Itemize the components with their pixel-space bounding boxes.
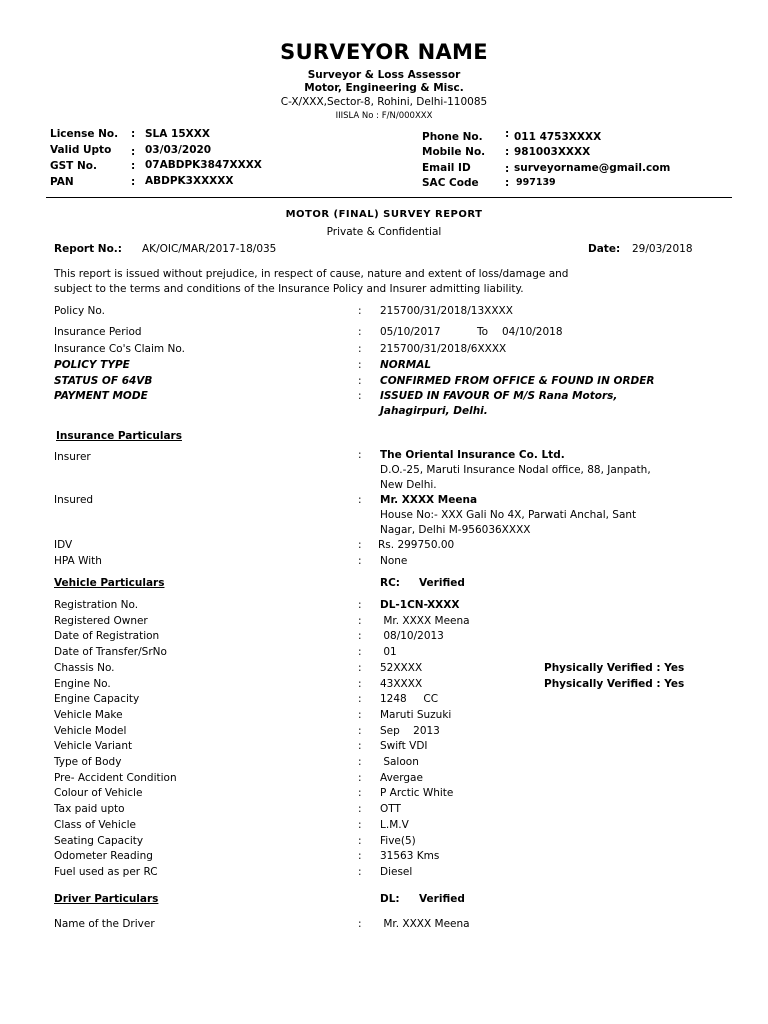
phone-colon: : — [505, 128, 510, 140]
vehicle-row-value: 52XXXX — [380, 662, 423, 674]
driver-particulars-heading: Driver Particulars — [54, 893, 159, 905]
colon: : — [358, 343, 362, 355]
insured-address-2: Nagar, Delhi M-956036XXXX — [380, 524, 531, 536]
colon: : — [358, 693, 362, 705]
vehicle-row-label: Odometer Reading — [54, 850, 153, 862]
valid-upto-value: 03/03/2020 — [145, 144, 212, 156]
header-divider — [46, 197, 732, 198]
insurance-period-from: 05/10/2017 — [380, 326, 441, 338]
status-64vb-value: CONFIRMED FROM OFFICE & FOUND IN ORDER — [380, 375, 655, 387]
physically-verified-note: Physically Verified : Yes — [544, 678, 685, 690]
vehicle-row-label: Registered Owner — [54, 615, 148, 627]
colon: : — [358, 599, 362, 611]
vehicle-row-value: DL-1CN-XXXX — [380, 599, 460, 611]
vehicle-row-label: Vehicle Variant — [54, 740, 133, 752]
gst-value: 07ABDPK3847XXXX — [145, 159, 262, 171]
vehicle-row-value: L.M.V — [380, 819, 409, 831]
mobile-colon: : — [505, 146, 510, 158]
insurer-name: The Oriental Insurance Co. Ltd. — [380, 449, 565, 461]
phone-label: Phone No. — [422, 131, 483, 143]
claim-no-label: Insurance Co's Claim No. — [54, 343, 185, 355]
insurer-address-2: New Delhi. — [380, 479, 437, 491]
colon: : — [358, 449, 362, 461]
colon: : — [358, 835, 362, 847]
confidential-label: Private & Confidential — [326, 226, 442, 238]
sac-colon: : — [505, 177, 510, 189]
colon: : — [358, 803, 362, 815]
colon: : — [358, 725, 362, 737]
vehicle-row-label: Fuel used as per RC — [54, 866, 158, 878]
vehicle-row-value: Sep 2013 — [380, 725, 440, 737]
rc-label: RC: — [380, 577, 400, 589]
colon: : — [358, 539, 362, 551]
vehicle-row-value: Saloon — [380, 756, 419, 768]
date-label: Date: — [588, 243, 621, 255]
gst-colon: : — [131, 160, 136, 172]
report-no-label: Report No.: — [54, 243, 122, 255]
surveyor-designation: Surveyor & Loss Assessor — [307, 69, 461, 81]
pan-colon: : — [131, 176, 136, 188]
vehicle-particulars-heading: Vehicle Particulars — [54, 577, 165, 589]
vehicle-row-label: Pre- Accident Condition — [54, 772, 177, 784]
colon: : — [358, 555, 362, 567]
insured-address-1: House No:- XXX Gali No 4X, Parwati Anchal, Sant — [380, 509, 637, 521]
iiisla-number: IIISLA No : F/N/000XXX — [335, 111, 433, 121]
surveyor-address: C-X/XXX,Sector-8, Rohini, Delhi-110085 — [280, 96, 488, 108]
dl-label: DL: — [380, 893, 400, 905]
insurer-address-1: D.O.-25, Maruti Insurance Nodal office, 88, Janpath, — [380, 464, 651, 476]
vehicle-row-value: P Arctic White — [380, 787, 454, 799]
disclaimer-line-2: subject to the terms and conditions of the Insurance Policy and Insurer admitting liability. — [54, 283, 524, 295]
colon: : — [358, 615, 362, 627]
surveyor-specialization: Motor, Engineering & Misc. — [304, 82, 464, 94]
vehicle-row-value: Mr. XXXX Meena — [380, 615, 470, 627]
vehicle-row-label: Tax paid upto — [54, 803, 125, 815]
vehicle-row-label: Chassis No. — [54, 662, 115, 674]
insurance-particulars-heading: Insurance Particulars — [56, 430, 182, 442]
colon: : — [358, 918, 362, 930]
status-64vb-label: STATUS OF 64VB — [54, 375, 153, 387]
email-label: Email ID — [422, 162, 471, 174]
colon: : — [358, 740, 362, 752]
vehicle-row-label: Class of Vehicle — [54, 819, 136, 831]
email-colon: : — [505, 163, 510, 175]
pan-value: ABDPK3XXXXX — [145, 175, 234, 187]
colon: : — [358, 772, 362, 784]
driver-name-label: Name of the Driver — [54, 918, 155, 930]
vehicle-row-value: Maruti Suzuki — [380, 709, 452, 721]
insurance-period-to: 04/10/2018 — [502, 326, 563, 338]
sac-label: SAC Code — [422, 177, 479, 189]
vehicle-row-label: Vehicle Make — [54, 709, 123, 721]
disclaimer-line-1: This report is issued without prejudice, in respect of cause, nature and extent of loss/damage and — [54, 268, 569, 280]
idv-label: IDV — [54, 539, 73, 551]
vehicle-row-label: Date of Transfer/SrNo — [54, 646, 167, 658]
pan-label: PAN — [50, 176, 74, 188]
insured-name: Mr. XXXX Meena — [380, 494, 478, 506]
insurance-period-label: Insurance Period — [54, 326, 142, 338]
colon: : — [358, 866, 362, 878]
colon: : — [358, 494, 362, 506]
payment-mode-line-1: ISSUED IN FAVOUR OF M/S Rana Motors, — [380, 390, 618, 402]
colon: : — [358, 630, 362, 642]
sac-value: 997139 — [516, 177, 556, 188]
vehicle-row-label: Registration No. — [54, 599, 139, 611]
colon: : — [358, 646, 362, 658]
report-no-value: AK/OIC/MAR/2017-18/035 — [142, 243, 277, 255]
idv-value: Rs. 299750.00 — [378, 539, 455, 551]
vehicle-row-label: Date of Registration — [54, 630, 160, 642]
vehicle-row-value: 1248 CC — [380, 693, 439, 705]
physically-verified-note: Physically Verified : Yes — [544, 662, 685, 674]
vehicle-row-value: 31563 Kms — [380, 850, 440, 862]
policy-type-label: POLICY TYPE — [54, 359, 130, 371]
vehicle-row-label: Type of Body — [54, 756, 122, 768]
vehicle-row-value: Avergae — [380, 772, 423, 784]
license-colon: : — [131, 128, 136, 140]
vehicle-row-label: Colour of Vehicle — [54, 787, 143, 799]
colon: : — [358, 359, 362, 371]
vehicle-row-value: Five(5) — [380, 835, 416, 847]
valid-upto-colon: : — [131, 146, 136, 158]
policy-no-value: 215700/31/2018/13XXXX — [380, 305, 513, 317]
colon: : — [358, 787, 362, 799]
vehicle-row-value: 01 — [380, 646, 397, 658]
insurer-label: Insurer — [54, 451, 91, 463]
valid-upto-label: Valid Upto — [50, 144, 112, 156]
policy-no-label: Policy No. — [54, 305, 105, 317]
dl-value: Verified — [419, 893, 465, 905]
phone-value: 011 4753XXXX — [514, 131, 602, 143]
colon: : — [358, 709, 362, 721]
vehicle-row-value: Diesel — [380, 866, 413, 878]
license-label: License No. — [50, 128, 119, 140]
colon: : — [358, 326, 362, 338]
colon: : — [358, 375, 362, 387]
email-value: surveyorname@gmail.com — [514, 162, 671, 174]
vehicle-row-label: Seating Capacity — [54, 835, 144, 847]
colon: : — [358, 678, 362, 690]
payment-mode-line-2: Jahagirpuri, Delhi. — [380, 405, 488, 417]
colon: : — [358, 305, 362, 317]
hpa-label: HPA With — [54, 555, 102, 567]
hpa-value: None — [380, 555, 408, 567]
colon: : — [358, 850, 362, 862]
colon: : — [358, 756, 362, 768]
claim-no-value: 215700/31/2018/6XXXX — [380, 343, 507, 355]
colon: : — [358, 390, 362, 402]
vehicle-row-value: 08/10/2013 — [380, 630, 444, 642]
insured-label: Insured — [54, 494, 94, 506]
vehicle-row-label: Engine Capacity — [54, 693, 140, 705]
colon: : — [358, 662, 362, 674]
payment-mode-label: PAYMENT MODE — [54, 390, 148, 402]
insurance-period-to-label: To — [477, 326, 489, 338]
mobile-value: 981003XXXX — [514, 146, 591, 158]
mobile-label: Mobile No. — [422, 146, 486, 158]
report-title: MOTOR (FINAL) SURVEY REPORT — [285, 209, 483, 220]
colon: : — [358, 819, 362, 831]
license-value: SLA 15XXX — [145, 128, 210, 140]
vehicle-row-label: Vehicle Model — [54, 725, 127, 737]
policy-type-value: NORMAL — [380, 359, 432, 371]
vehicle-row-value: OTT — [380, 803, 401, 815]
driver-name-value: Mr. XXXX Meena — [380, 918, 470, 930]
gst-label: GST No. — [50, 160, 97, 172]
rc-value: Verified — [419, 577, 465, 589]
vehicle-row-label: Engine No. — [54, 678, 111, 690]
surveyor-name: SURVEYOR NAME — [280, 40, 488, 64]
date-value: 29/03/2018 — [632, 243, 693, 255]
vehicle-row-value: 43XXXX — [380, 678, 423, 690]
vehicle-row-value: Swift VDI — [380, 740, 428, 752]
